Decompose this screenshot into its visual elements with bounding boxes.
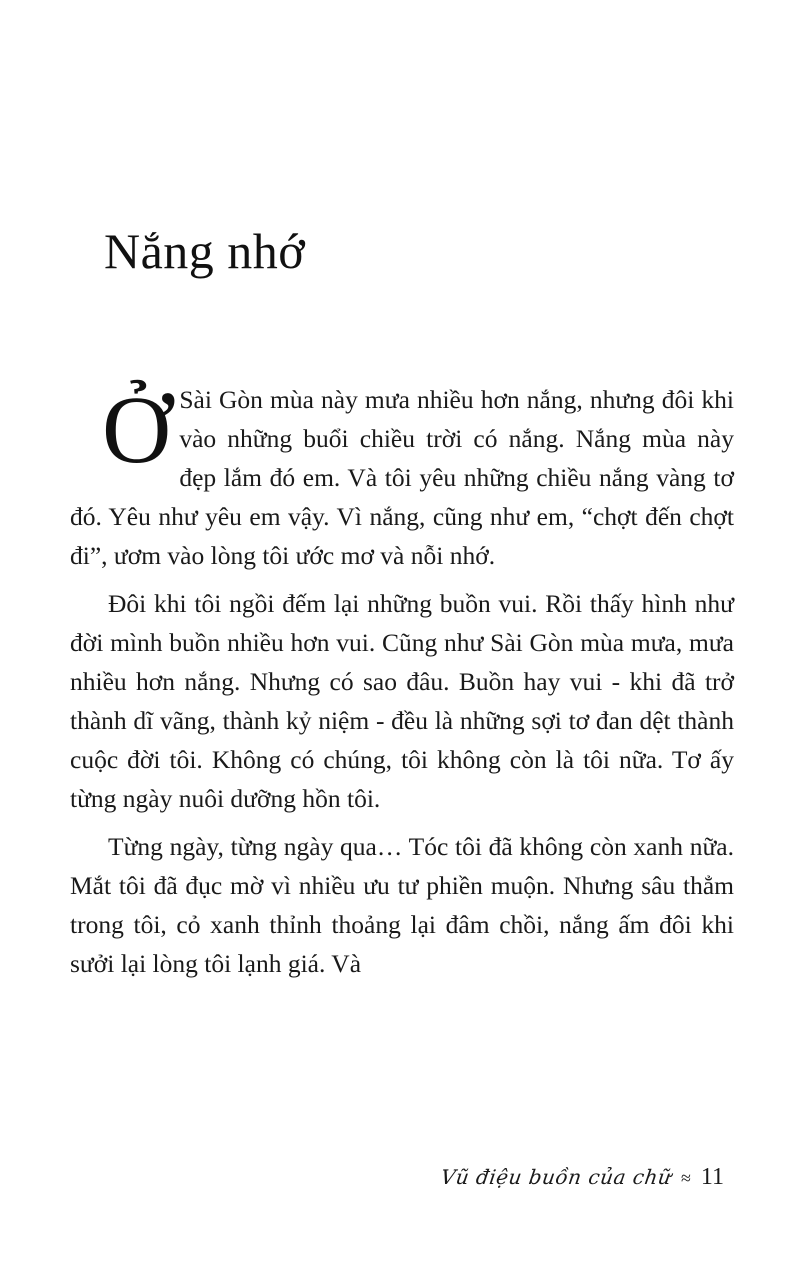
- paragraph-2: Đôi khi tôi ngồi đếm lại những buồn vui. Rồi thấy hình như đời mình buồn nhiều hơn vui. Cũng như Sài Gòn mùa mưa, mưa nhiều hơn nắng. Nhưng có sao đâu. Buồn hay vui - khi đã trở thành dĩ vãng, thành kỷ niệm - đều là những sợi tơ đan dệt thành cuộc đời tôi. Không có chúng, tôi không còn là tôi nữa. Tơ ấy từng ngày nuôi dưỡng hồn tôi.: [70, 589, 734, 813]
- chapter-title: Nắng nhớ: [104, 223, 306, 279]
- page-footer: [438, 1164, 724, 1191]
- chapter-body: [70, 376, 734, 983]
- paragraph-1: [70, 376, 734, 575]
- page-number: 11: [700, 1164, 724, 1190]
- paragraph-1-text: Sài Gòn mùa này mưa nhiều hơn nắng, nhưng đôi khi vào những buổi chiều trời có nắng. Nắng mùa này đẹp lắm đó em. Và tôi yêu những chiều nắng vàng tơ đó. Yêu như yêu em vậy. Vì nắng, cũng như em, “chợt đến chợt đi”, ươm vào lòng tôi ước mơ và nỗi nhớ.: [70, 385, 734, 570]
- wave-separator-icon: ≈: [681, 1168, 691, 1188]
- paragraph-3: Từng ngày, từng ngày qua… Tóc tôi đã không còn xanh nữa. Mắt tôi đã đục mờ vì nhiều ưu tư phiền muộn. Nhưng sâu thẳm trong tôi, cỏ xanh thỉnh thoảng lại đâm chồi, nắng ấm đôi khi sưởi lại lòng tôi lạnh giá. Và: [70, 832, 734, 978]
- drop-cap: Ở: [102, 376, 172, 483]
- running-book-title: Vũ điệu buồn của chữ: [438, 1165, 673, 1189]
